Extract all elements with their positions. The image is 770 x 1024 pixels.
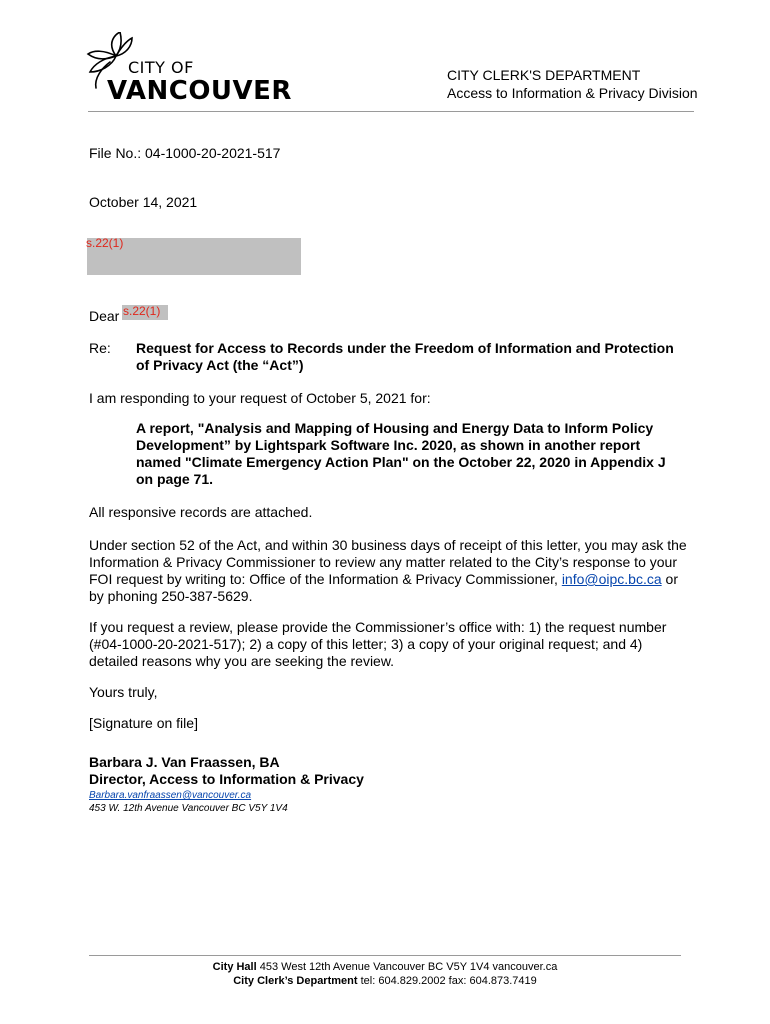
review-text: Under section 52 of the Act, and within 30 business days of receipt of this letter, you may ask the Information & Privacy Commissioner to review any matter related to the City’s response to your FOI request by writing to: Office of the Information & Privacy Commissioner, bbox=[89, 537, 687, 587]
file-number: File No.: 04-1000-20-2021-517 bbox=[89, 145, 281, 161]
division-name: Access to Information & Privacy Division bbox=[447, 85, 698, 101]
footer-address: 453 West 12th Avenue Vancouver BC V5Y 1V4 vancouver.ca bbox=[256, 961, 558, 973]
salutation: Dear bbox=[89, 308, 120, 324]
review-phone-text: or by phoning 250-387-5629. bbox=[89, 571, 678, 604]
footer-clerk-dept: City Clerk’s Department bbox=[233, 975, 358, 987]
header-divider bbox=[88, 111, 694, 112]
logo-city-text: CITY OF bbox=[128, 58, 194, 77]
signatory-address: 453 W. 12th Avenue Vancouver BC V5Y 1V4 bbox=[89, 803, 288, 814]
logo-vancouver-text: VANCOUVER bbox=[107, 76, 292, 106]
closing: Yours truly, bbox=[89, 684, 158, 700]
footer-line-2 bbox=[89, 974, 681, 988]
review-request-paragraph: If you request a review, please provide the Commissioner’s office with: 1) the request number (#04-1000-20-2021-517); 2) a copy of this letter; 3) a copy of your original request; and 4) detailed reasons why you are seeking the review. bbox=[89, 619, 667, 669]
department-name: CITY CLERK'S DEPARTMENT bbox=[447, 67, 641, 83]
attached-note: All responsive records are attached. bbox=[89, 504, 313, 520]
re-label: Re: bbox=[89, 340, 111, 356]
intro-paragraph: I am responding to your request of October 5, 2021 for: bbox=[89, 390, 431, 406]
review-paragraph bbox=[89, 537, 689, 605]
redaction-label-name: s.22(1) bbox=[123, 304, 161, 318]
letter-date: October 14, 2021 bbox=[89, 194, 198, 210]
department-header bbox=[447, 66, 698, 102]
oipc-email-link[interactable]: info@oipc.bc.ca bbox=[561, 571, 662, 587]
re-subject: Request for Access to Records under the Freedom of Information and Protection of Privacy Act (the “Act”) bbox=[136, 340, 674, 373]
footer-line-1 bbox=[89, 960, 681, 974]
footer-city-hall: City Hall bbox=[212, 961, 257, 973]
footer-divider bbox=[89, 955, 681, 956]
signatory-name: Barbara J. Van Fraassen, BA bbox=[89, 754, 280, 770]
signatory-title: Director, Access to Information & Privacy bbox=[89, 771, 364, 787]
signature-note: [Signature on file] bbox=[89, 715, 198, 731]
redaction-label: s.22(1) bbox=[86, 236, 124, 250]
signatory-block bbox=[89, 754, 364, 788]
footer-contact: tel: 604.829.2002 fax: 604.873.7419 bbox=[357, 975, 537, 987]
signatory-email-link[interactable]: Barbara.vanfraassen@vancouver.ca bbox=[89, 790, 252, 801]
request-description: A report, "Analysis and Mapping of Housing and Energy Data to Inform Policy Development” by Lightspark Software Inc. 2020, as shown in another report named "Climate Emergency Action Plan" on the October 22, 2020 in Appendix J on page 71. bbox=[136, 420, 666, 487]
